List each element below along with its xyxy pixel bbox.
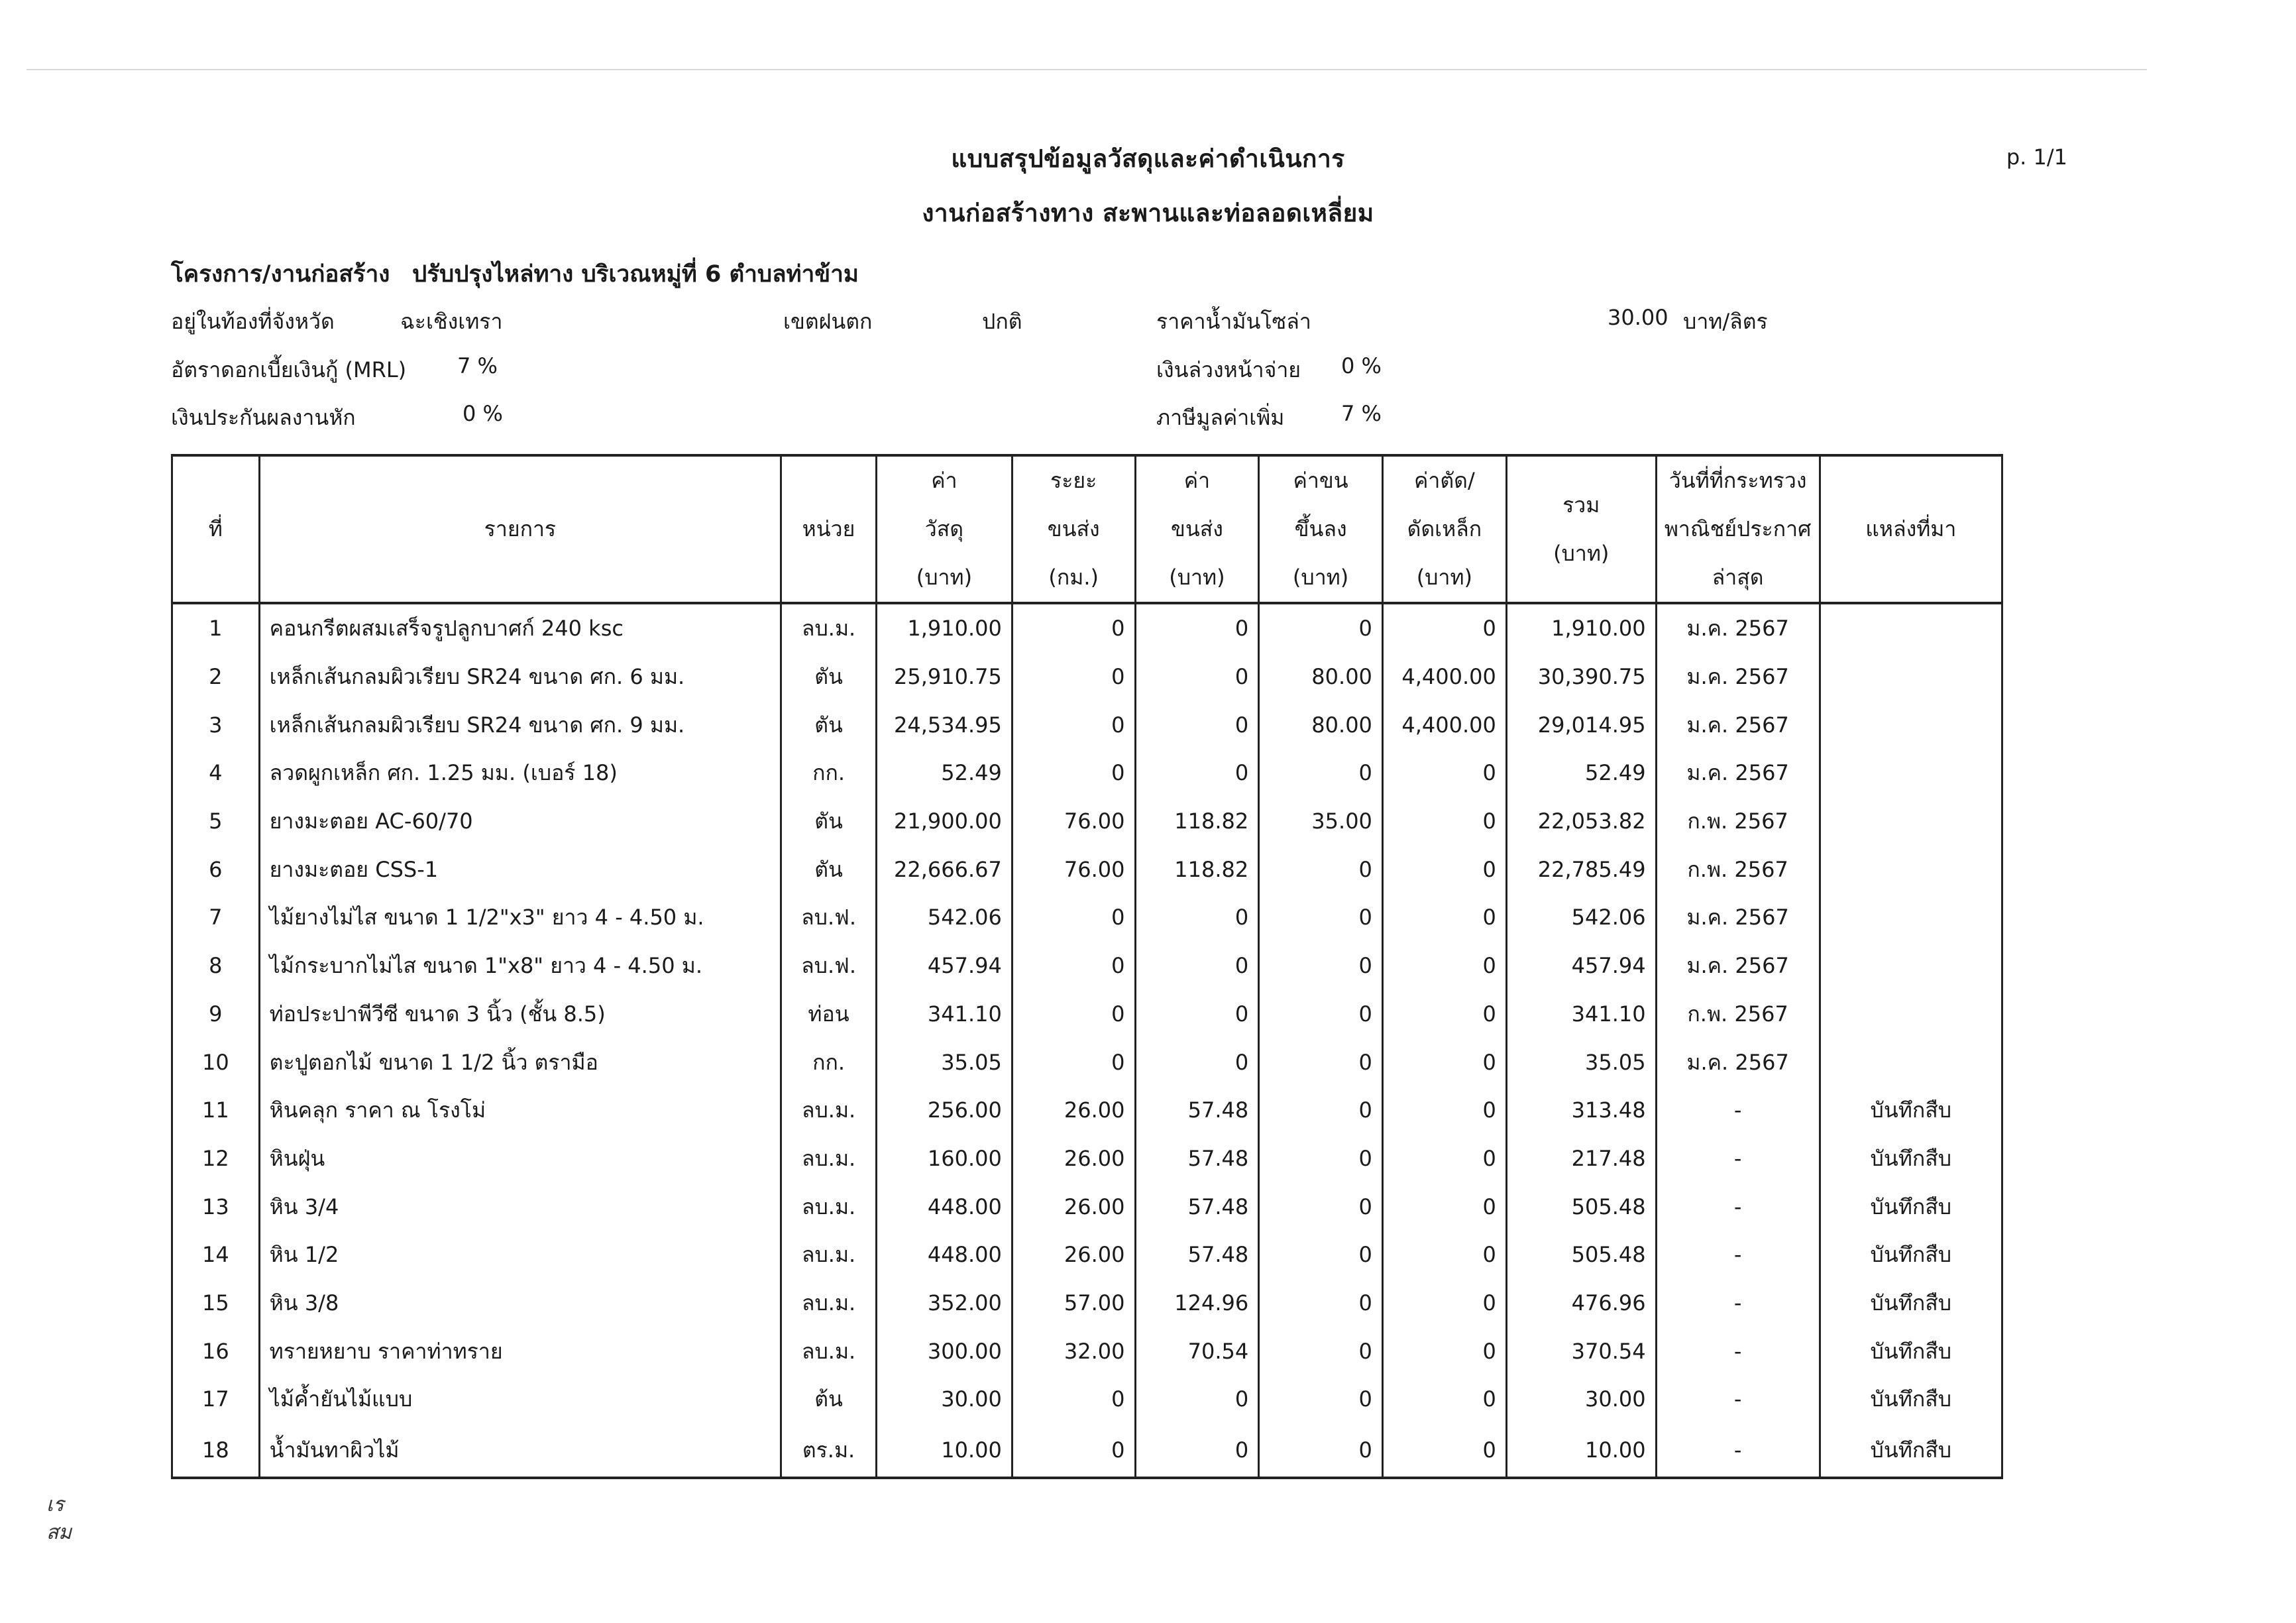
cell-unit: ลบ.ม. bbox=[781, 1135, 877, 1183]
cell-loading-cost: 0 bbox=[1259, 893, 1383, 942]
cell-transport-cost: 0 bbox=[1135, 942, 1259, 990]
vat-label: ภาษีมูลค่าเพิ่ม bbox=[1156, 405, 1285, 430]
scan-edge-line bbox=[27, 69, 2147, 70]
cell-material-cost: 52.49 bbox=[876, 749, 1012, 797]
cell-cutting-cost: 0 bbox=[1382, 1375, 1506, 1424]
cell-announce-date: - bbox=[1656, 1135, 1820, 1183]
guarantee-label: เงินประกันผลงานหัก bbox=[171, 405, 356, 430]
rain-zone-label: เขตฝนตก bbox=[783, 309, 873, 334]
initials-line-2: สม bbox=[46, 1521, 72, 1544]
cell-material-cost: 448.00 bbox=[876, 1182, 1012, 1231]
cell-cutting-cost: 0 bbox=[1382, 990, 1506, 1038]
cell-source bbox=[1820, 845, 2002, 893]
table-row bbox=[172, 942, 2002, 990]
rain-zone-value: ปกติ bbox=[982, 309, 1022, 334]
cell-announce-date: - bbox=[1656, 1327, 1820, 1375]
cell-unit: ลบ.ฟ. bbox=[781, 893, 877, 942]
cell-unit: ลบ.ฟ. bbox=[781, 942, 877, 990]
cell-distance: 76.00 bbox=[1012, 845, 1135, 893]
cell-unit: ต้น bbox=[781, 1375, 877, 1424]
cell-item: ยางมะตอย AC-60/70 bbox=[259, 797, 781, 846]
cell-loading-cost: 0 bbox=[1259, 1182, 1383, 1231]
cell-transport-cost: 0 bbox=[1135, 603, 1259, 653]
cell-distance: 0 bbox=[1012, 942, 1135, 990]
cell-distance: 0 bbox=[1012, 700, 1135, 749]
cell-cutting-cost: 0 bbox=[1382, 845, 1506, 893]
table-row bbox=[172, 893, 2002, 942]
cell-transport-cost: 0 bbox=[1135, 893, 1259, 942]
cell-material-cost: 21,900.00 bbox=[876, 797, 1012, 846]
cell-transport-cost: 0 bbox=[1135, 749, 1259, 797]
cell-source bbox=[1820, 700, 2002, 749]
cell-cutting-cost: 0 bbox=[1382, 1424, 1506, 1478]
cell-transport-cost: 57.48 bbox=[1135, 1231, 1259, 1279]
cell-announce-date: ม.ค. 2567 bbox=[1656, 749, 1820, 797]
cell-loading-cost: 0 bbox=[1259, 1135, 1383, 1183]
cell-loading-cost: 35.00 bbox=[1259, 797, 1383, 846]
cell-material-cost: 341.10 bbox=[876, 990, 1012, 1038]
cell-total: 313.48 bbox=[1506, 1086, 1656, 1135]
cell-total: 52.49 bbox=[1506, 749, 1656, 797]
cell-source: บันทึกสืบ bbox=[1820, 1424, 2002, 1478]
cell-transport-cost: 70.54 bbox=[1135, 1327, 1259, 1375]
cell-distance: 57.00 bbox=[1012, 1279, 1135, 1327]
cell-transport-cost: 0 bbox=[1135, 700, 1259, 749]
header-unit: หน่วย bbox=[781, 455, 877, 603]
cell-no: 15 bbox=[172, 1279, 260, 1327]
cell-source bbox=[1820, 797, 2002, 846]
cell-loading-cost: 80.00 bbox=[1259, 700, 1383, 749]
cell-source bbox=[1820, 653, 2002, 701]
cell-no: 14 bbox=[172, 1231, 260, 1279]
cell-no: 13 bbox=[172, 1182, 260, 1231]
cell-total: 505.48 bbox=[1506, 1182, 1656, 1231]
diesel-price-label: ราคาน้ำมันโซล่า bbox=[1156, 309, 1311, 334]
cell-announce-date: ม.ค. 2567 bbox=[1656, 942, 1820, 990]
cell-unit: ลบ.ม. bbox=[781, 1279, 877, 1327]
cell-distance: 0 bbox=[1012, 990, 1135, 1038]
cell-loading-cost: 80.00 bbox=[1259, 653, 1383, 701]
cell-loading-cost: 0 bbox=[1259, 749, 1383, 797]
cell-material-cost: 10.00 bbox=[876, 1424, 1012, 1478]
cell-distance: 0 bbox=[1012, 749, 1135, 797]
cell-item: ลวดผูกเหล็ก ศก. 1.25 มม. (เบอร์ 18) bbox=[259, 749, 781, 797]
province-label: อยู่ในท้องที่จังหวัด bbox=[171, 309, 335, 334]
table-row bbox=[172, 845, 2002, 893]
cell-material-cost: 352.00 bbox=[876, 1279, 1012, 1327]
cell-item: หิน 3/8 bbox=[259, 1279, 781, 1327]
cell-announce-date: ม.ค. 2567 bbox=[1656, 653, 1820, 701]
table-row bbox=[172, 1375, 2002, 1424]
cell-cutting-cost: 0 bbox=[1382, 942, 1506, 990]
table-row bbox=[172, 1424, 2002, 1478]
cell-loading-cost: 0 bbox=[1259, 1231, 1383, 1279]
cell-material-cost: 448.00 bbox=[876, 1231, 1012, 1279]
cell-unit: ลบ.ม. bbox=[781, 1182, 877, 1231]
vat-value: 7 % bbox=[1341, 401, 1382, 426]
cell-unit: ท่อน bbox=[781, 990, 877, 1038]
table-row bbox=[172, 749, 2002, 797]
cell-cutting-cost: 0 bbox=[1382, 1086, 1506, 1135]
table-row bbox=[172, 603, 2002, 653]
cell-cutting-cost: 0 bbox=[1382, 1279, 1506, 1327]
cell-distance: 0 bbox=[1012, 1375, 1135, 1424]
cell-distance: 0 bbox=[1012, 1424, 1135, 1478]
project-label: โครงการ/งานก่อสร้าง bbox=[171, 261, 390, 288]
cell-cutting-cost: 0 bbox=[1382, 1135, 1506, 1183]
cell-cutting-cost: 0 bbox=[1382, 797, 1506, 846]
table-row bbox=[172, 1038, 2002, 1086]
cell-total: 476.96 bbox=[1506, 1279, 1656, 1327]
cell-transport-cost: 124.96 bbox=[1135, 1279, 1259, 1327]
cell-source bbox=[1820, 893, 2002, 942]
cell-material-cost: 160.00 bbox=[876, 1135, 1012, 1183]
diesel-price-unit: บาท/ลิตร bbox=[1683, 309, 1768, 334]
cell-item: ท่อประปาพีวีซี ขนาด 3 นิ้ว (ชั้น 8.5) bbox=[259, 990, 781, 1038]
table-row bbox=[172, 1279, 2002, 1327]
cell-material-cost: 300.00 bbox=[876, 1327, 1012, 1375]
table-row bbox=[172, 1182, 2002, 1231]
cell-loading-cost: 0 bbox=[1259, 1424, 1383, 1478]
cell-unit: ลบ.ม. bbox=[781, 1231, 877, 1279]
cell-unit: ลบ.ม. bbox=[781, 1327, 877, 1375]
table-row bbox=[172, 653, 2002, 701]
cell-transport-cost: 118.82 bbox=[1135, 845, 1259, 893]
cell-unit: ตัน bbox=[781, 653, 877, 701]
cell-unit: ตัน bbox=[781, 700, 877, 749]
cell-unit: ตัน bbox=[781, 845, 877, 893]
cell-source bbox=[1820, 942, 2002, 990]
cell-announce-date: - bbox=[1656, 1424, 1820, 1478]
cell-distance: 76.00 bbox=[1012, 797, 1135, 846]
cell-announce-date: - bbox=[1656, 1231, 1820, 1279]
cell-unit: กก. bbox=[781, 749, 877, 797]
cell-distance: 0 bbox=[1012, 1038, 1135, 1086]
table-row bbox=[172, 700, 2002, 749]
cell-cutting-cost: 0 bbox=[1382, 893, 1506, 942]
cell-source bbox=[1820, 749, 2002, 797]
cell-no: 3 bbox=[172, 700, 260, 749]
table-row bbox=[172, 990, 2002, 1038]
cell-unit: ลบ.ม. bbox=[781, 1086, 877, 1135]
table-row bbox=[172, 1086, 2002, 1135]
cell-transport-cost: 118.82 bbox=[1135, 797, 1259, 846]
cell-item: หิน 3/4 bbox=[259, 1182, 781, 1231]
cell-no: 1 bbox=[172, 603, 260, 653]
cell-no: 4 bbox=[172, 749, 260, 797]
cell-total: 1,910.00 bbox=[1506, 603, 1656, 653]
cell-material-cost: 1,910.00 bbox=[876, 603, 1012, 653]
cell-distance: 26.00 bbox=[1012, 1086, 1135, 1135]
header-total: รวม (บาท) bbox=[1506, 455, 1656, 603]
cell-source bbox=[1820, 1038, 2002, 1086]
province-value: ฉะเชิงเทรา bbox=[400, 309, 503, 334]
cell-total: 217.48 bbox=[1506, 1135, 1656, 1183]
cell-cutting-cost: 4,400.00 bbox=[1382, 700, 1506, 749]
table-row bbox=[172, 1231, 2002, 1279]
cell-unit: ลบ.ม. bbox=[781, 603, 877, 653]
cell-cutting-cost: 0 bbox=[1382, 1327, 1506, 1375]
cell-distance: 32.00 bbox=[1012, 1327, 1135, 1375]
cell-no: 7 bbox=[172, 893, 260, 942]
mrl-value: 7 % bbox=[457, 353, 498, 378]
cell-total: 457.94 bbox=[1506, 942, 1656, 990]
cell-loading-cost: 0 bbox=[1259, 942, 1383, 990]
cell-total: 22,053.82 bbox=[1506, 797, 1656, 846]
cell-item: หิน 1/2 bbox=[259, 1231, 781, 1279]
cell-item: หินคลุก ราคา ณ โรงโม่ bbox=[259, 1086, 781, 1135]
cell-total: 30,390.75 bbox=[1506, 653, 1656, 701]
cell-transport-cost: 57.48 bbox=[1135, 1086, 1259, 1135]
cell-announce-date: - bbox=[1656, 1182, 1820, 1231]
cell-loading-cost: 0 bbox=[1259, 1279, 1383, 1327]
cell-source: บันทึกสืบ bbox=[1820, 1375, 2002, 1424]
cell-source bbox=[1820, 990, 2002, 1038]
cell-announce-date: ม.ค. 2567 bbox=[1656, 603, 1820, 653]
cell-source: บันทึกสืบ bbox=[1820, 1231, 2002, 1279]
cell-cutting-cost: 0 bbox=[1382, 603, 1506, 653]
document-subtitle: งานก่อสร้างทาง สะพานและท่อลอดเหลี่ยม bbox=[922, 199, 1374, 227]
table-row bbox=[172, 1327, 2002, 1375]
advance-payment-value: 0 % bbox=[1341, 353, 1382, 378]
cell-total: 542.06 bbox=[1506, 893, 1656, 942]
cell-loading-cost: 0 bbox=[1259, 845, 1383, 893]
cell-loading-cost: 0 bbox=[1259, 1375, 1383, 1424]
cell-announce-date: ม.ค. 2567 bbox=[1656, 1038, 1820, 1086]
advance-payment-label: เงินล่วงหน้าจ่าย bbox=[1156, 357, 1301, 382]
cell-no: 18 bbox=[172, 1424, 260, 1478]
cell-material-cost: 25,910.75 bbox=[876, 653, 1012, 701]
cell-loading-cost: 0 bbox=[1259, 603, 1383, 653]
cell-item: ไม้ค้ำยันไม้แบบ bbox=[259, 1375, 781, 1424]
header-announce-date: วันที่ที่กระทรวง พาณิชย์ประกาศ ล่าสุด bbox=[1656, 455, 1820, 603]
handwritten-initials bbox=[46, 1491, 72, 1547]
cell-distance: 0 bbox=[1012, 653, 1135, 701]
cell-material-cost: 35.05 bbox=[876, 1038, 1012, 1086]
cell-transport-cost: 57.48 bbox=[1135, 1182, 1259, 1231]
cell-loading-cost: 0 bbox=[1259, 990, 1383, 1038]
header-material-cost: ค่า วัสดุ (บาท) bbox=[876, 455, 1012, 603]
cell-cutting-cost: 0 bbox=[1382, 1038, 1506, 1086]
header-loading-cost: ค่าขน ขึ้นลง (บาท) bbox=[1259, 455, 1383, 603]
cell-no: 12 bbox=[172, 1135, 260, 1183]
cell-distance: 26.00 bbox=[1012, 1182, 1135, 1231]
cell-distance: 0 bbox=[1012, 893, 1135, 942]
cell-item: เหล็กเส้นกลมผิวเรียบ SR24 ขนาด ศก. 9 มม. bbox=[259, 700, 781, 749]
cell-source: บันทึกสืบ bbox=[1820, 1279, 2002, 1327]
cell-source: บันทึกสืบ bbox=[1820, 1182, 2002, 1231]
cell-unit: กก. bbox=[781, 1038, 877, 1086]
cell-item: คอนกรีตผสมเสร็จรูปลูกบาศก์ 240 ksc bbox=[259, 603, 781, 653]
cell-transport-cost: 0 bbox=[1135, 990, 1259, 1038]
cell-no: 10 bbox=[172, 1038, 260, 1086]
cell-no: 11 bbox=[172, 1086, 260, 1135]
cell-transport-cost: 0 bbox=[1135, 1424, 1259, 1478]
cell-no: 5 bbox=[172, 797, 260, 846]
cell-item: ทรายหยาบ ราคาท่าทราย bbox=[259, 1327, 781, 1375]
cell-total: 22,785.49 bbox=[1506, 845, 1656, 893]
table-row bbox=[172, 1135, 2002, 1183]
diesel-price-value: 30.00 bbox=[1608, 305, 1668, 330]
cell-transport-cost: 0 bbox=[1135, 1375, 1259, 1424]
cell-announce-date: ม.ค. 2567 bbox=[1656, 893, 1820, 942]
cell-item: ตะปูตอกไม้ ขนาด 1 1/2 นิ้ว ตรามือ bbox=[259, 1038, 781, 1086]
cell-cutting-cost: 0 bbox=[1382, 749, 1506, 797]
cell-transport-cost: 57.48 bbox=[1135, 1135, 1259, 1183]
guarantee-value: 0 % bbox=[463, 401, 503, 426]
cell-item: หินฝุ่น bbox=[259, 1135, 781, 1183]
header-transport-cost: ค่า ขนส่ง (บาท) bbox=[1135, 455, 1259, 603]
cell-unit: ตร.ม. bbox=[781, 1424, 877, 1478]
cell-item: ไม้กระบากไม่ไส ขนาด 1"x8" ยาว 4 - 4.50 ม. bbox=[259, 942, 781, 990]
project-name: ปรับปรุงไหล่ทาง บริเวณหมู่ที่ 6 ตำบลท่าข้าม bbox=[412, 261, 859, 288]
cell-no: 9 bbox=[172, 990, 260, 1038]
cell-no: 8 bbox=[172, 942, 260, 990]
cell-item: น้ำมันทาผิวไม้ bbox=[259, 1424, 781, 1478]
cell-transport-cost: 0 bbox=[1135, 653, 1259, 701]
cell-source bbox=[1820, 603, 2002, 653]
cell-source: บันทึกสืบ bbox=[1820, 1135, 2002, 1183]
cell-announce-date: - bbox=[1656, 1279, 1820, 1327]
cell-total: 35.05 bbox=[1506, 1038, 1656, 1086]
cell-material-cost: 24,534.95 bbox=[876, 700, 1012, 749]
cell-item: ยางมะตอย CSS-1 bbox=[259, 845, 781, 893]
cell-no: 17 bbox=[172, 1375, 260, 1424]
mrl-label: อัตราดอกเบี้ยเงินกู้ (MRL) bbox=[171, 357, 407, 382]
cell-item: เหล็กเส้นกลมผิวเรียบ SR24 ขนาด ศก. 6 มม. bbox=[259, 653, 781, 701]
cell-total: 29,014.95 bbox=[1506, 700, 1656, 749]
header-cutting-cost: ค่าตัด/ ดัดเหล็ก (บาท) bbox=[1382, 455, 1506, 603]
cell-material-cost: 542.06 bbox=[876, 893, 1012, 942]
cell-total: 370.54 bbox=[1506, 1327, 1656, 1375]
cell-material-cost: 256.00 bbox=[876, 1086, 1012, 1135]
cell-announce-date: ก.พ. 2567 bbox=[1656, 990, 1820, 1038]
cell-no: 6 bbox=[172, 845, 260, 893]
cell-total: 341.10 bbox=[1506, 990, 1656, 1038]
cell-total: 10.00 bbox=[1506, 1424, 1656, 1478]
cell-distance: 26.00 bbox=[1012, 1135, 1135, 1183]
cell-distance: 0 bbox=[1012, 603, 1135, 653]
header-distance: ระยะ ขนส่ง (กม.) bbox=[1012, 455, 1135, 603]
header-no: ที่ bbox=[172, 455, 260, 603]
cell-unit: ตัน bbox=[781, 797, 877, 846]
cell-announce-date: - bbox=[1656, 1375, 1820, 1424]
cell-loading-cost: 0 bbox=[1259, 1327, 1383, 1375]
cell-cutting-cost: 4,400.00 bbox=[1382, 653, 1506, 701]
header-source: แหล่งที่มา bbox=[1820, 455, 2002, 603]
cell-total: 30.00 bbox=[1506, 1375, 1656, 1424]
cell-announce-date: ม.ค. 2567 bbox=[1656, 700, 1820, 749]
cell-material-cost: 22,666.67 bbox=[876, 845, 1012, 893]
page-number: p. 1/1 bbox=[2006, 144, 2067, 170]
document-title: แบบสรุปข้อมูลวัสดุและค่าดำเนินการ bbox=[951, 144, 1345, 173]
cell-announce-date: ก.พ. 2567 bbox=[1656, 845, 1820, 893]
table-row bbox=[172, 797, 2002, 846]
header-item: รายการ bbox=[259, 455, 781, 603]
cell-item: ไม้ยางไม่ไส ขนาด 1 1/2"x3" ยาว 4 - 4.50 ม. bbox=[259, 893, 781, 942]
cell-cutting-cost: 0 bbox=[1382, 1231, 1506, 1279]
cell-announce-date: ก.พ. 2567 bbox=[1656, 797, 1820, 846]
cell-total: 505.48 bbox=[1506, 1231, 1656, 1279]
table-header-row bbox=[172, 455, 2002, 603]
cell-loading-cost: 0 bbox=[1259, 1086, 1383, 1135]
cell-no: 16 bbox=[172, 1327, 260, 1375]
cell-no: 2 bbox=[172, 653, 260, 701]
cell-announce-date: - bbox=[1656, 1086, 1820, 1135]
cell-material-cost: 30.00 bbox=[876, 1375, 1012, 1424]
cell-source: บันทึกสืบ bbox=[1820, 1086, 2002, 1135]
materials-table bbox=[171, 454, 2003, 1479]
cell-loading-cost: 0 bbox=[1259, 1038, 1383, 1086]
cell-source: บันทึกสืบ bbox=[1820, 1327, 2002, 1375]
cell-cutting-cost: 0 bbox=[1382, 1182, 1506, 1231]
cell-transport-cost: 0 bbox=[1135, 1038, 1259, 1086]
initials-line-1: เร bbox=[46, 1493, 64, 1516]
cell-distance: 26.00 bbox=[1012, 1231, 1135, 1279]
cell-material-cost: 457.94 bbox=[876, 942, 1012, 990]
